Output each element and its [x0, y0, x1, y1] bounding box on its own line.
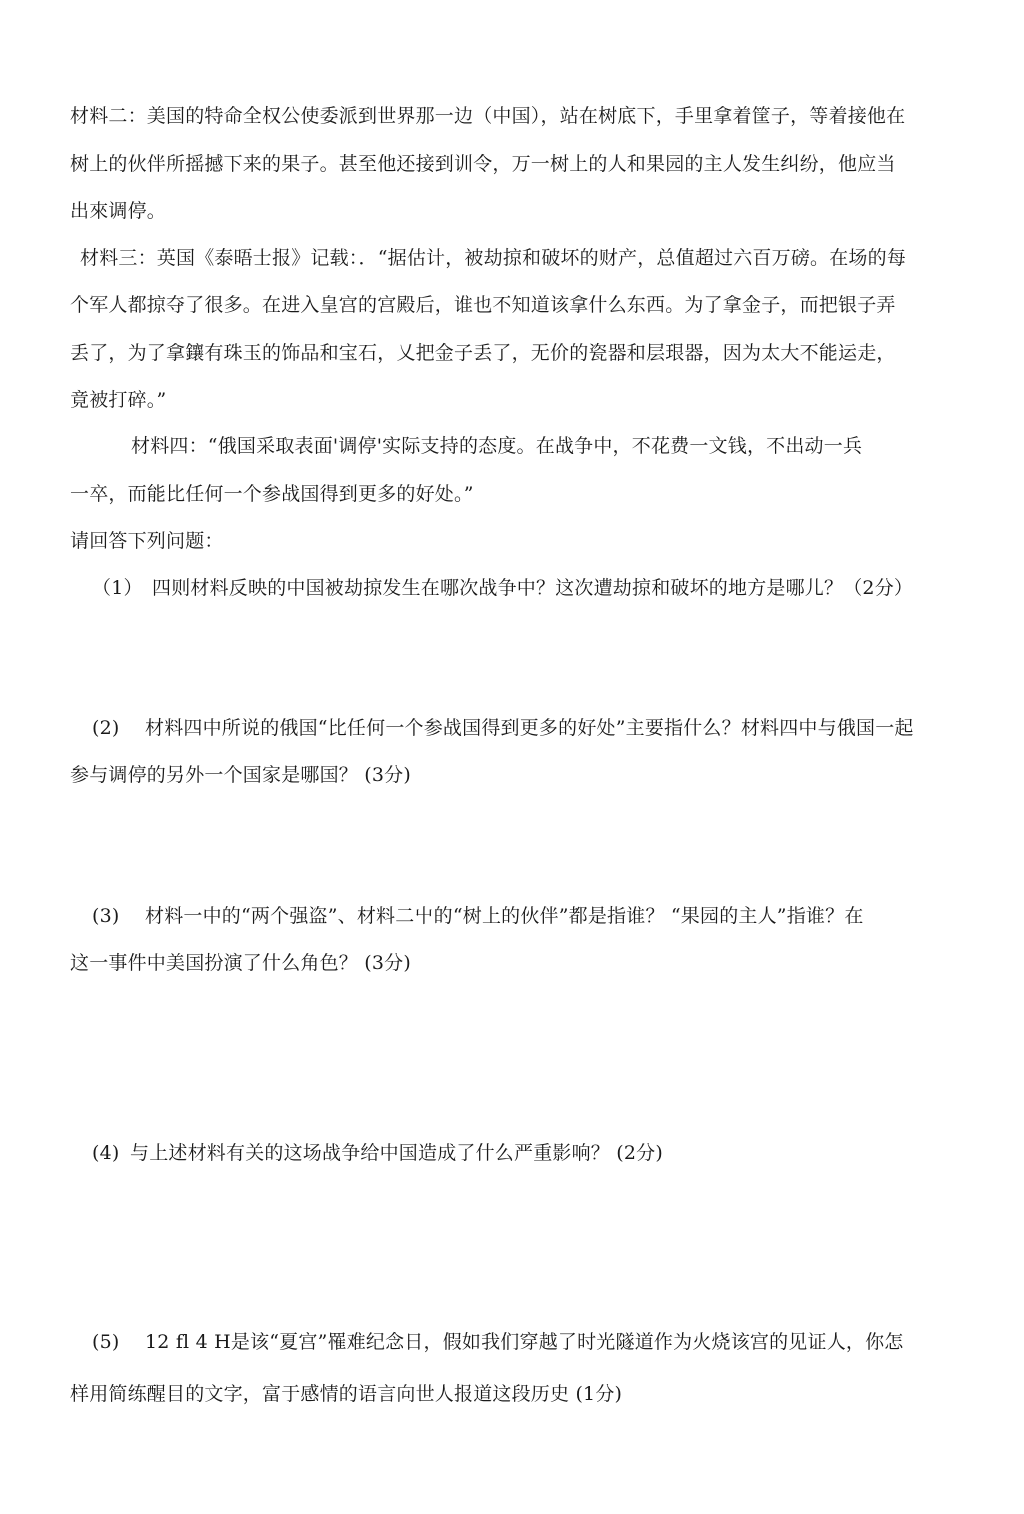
question-3-text-line-1: 材料一中的“两个强盗”、材料二屮的“树上的伙伴”都是指谁？ “果园的主人”指谁？在 — [145, 905, 864, 927]
question-3-text-line-2: 这一事件中美国扮演了什么角色？ (3分) — [70, 952, 411, 974]
material-three-line-3: 丢了，为了拿鑲有珠玉的饰品和宝石，乂把金子丢了，无价的瓷器和层珢器，因为太大不能运走， — [70, 342, 896, 364]
question-5-text-line-2: 样用简练醒目的文字，富于感情的语言向世人报道这段历史 (1分) — [70, 1383, 623, 1405]
material-three-line-4: 竟被打碎。” — [70, 389, 167, 411]
material-three-line-2: 个军人都掠夺了很多。在进入皇宫的宫殿后，谁也不知道该拿什么东西。为了拿金子，而把银子弄 — [70, 294, 896, 316]
material-three-line-1: 材料三：英国《泰晤士报》记载：．“据估计，被劫掠和破坏的财产，总值超过六百万磅。在场的每 — [80, 247, 907, 269]
material-two-line-1: 材料二：美国的特命全权公使委派到世界那一边（中国），站在树底下，手里拿着筐子，等着接他在 — [70, 105, 906, 127]
question-1-number: （1） — [92, 577, 143, 599]
question-5-text-line-1: 12 fl 4 H是该“夏宫”罹难纪念日，假如我们穿越了时光隧道作为火烧该宫的见证人，你怎 — [145, 1331, 904, 1353]
question-2-number: (2) — [92, 717, 120, 739]
material-four-line-2: 一卒，而能比任何一个参战国得到更多的好处。” — [70, 483, 474, 505]
question-4-number: (4) — [92, 1142, 120, 1164]
material-four-line-1: 材料四：“俄国采取表面'调停'实际支持的态度。在战争中，不花费一文钱，不出动一兵 — [131, 435, 863, 457]
question-1-text: 四则材料反映的中国被劫掠发生在哪次战争中？这次遭劫掠和破坏的地方是哪儿？（2分） — [152, 577, 914, 599]
question-2-text-line-1: 材料四中所说的俄国“比任何一个参战国得到更多的好处”主要指什么？材料四中与俄国一起 — [145, 717, 914, 739]
material-two-line-3: 出來调停。 — [70, 200, 167, 222]
questions-prompt: 请回答下列问题： — [70, 530, 224, 552]
material-two-line-2: 树上的伙伴所摇撼下来的果子。甚至他还接到训令，万一树上的人和果园的主人发生纠纷，他应当 — [70, 153, 896, 175]
question-2-text-line-2: 参与调停的另外一个国家是哪国？ (3分) — [70, 764, 411, 786]
question-3-number: (3) — [92, 905, 120, 927]
question-5-number: (5) — [92, 1331, 120, 1353]
question-4-text: 与上述材料有关的这场战争给中国造成了什么严重影响？ (2分) — [130, 1142, 663, 1164]
